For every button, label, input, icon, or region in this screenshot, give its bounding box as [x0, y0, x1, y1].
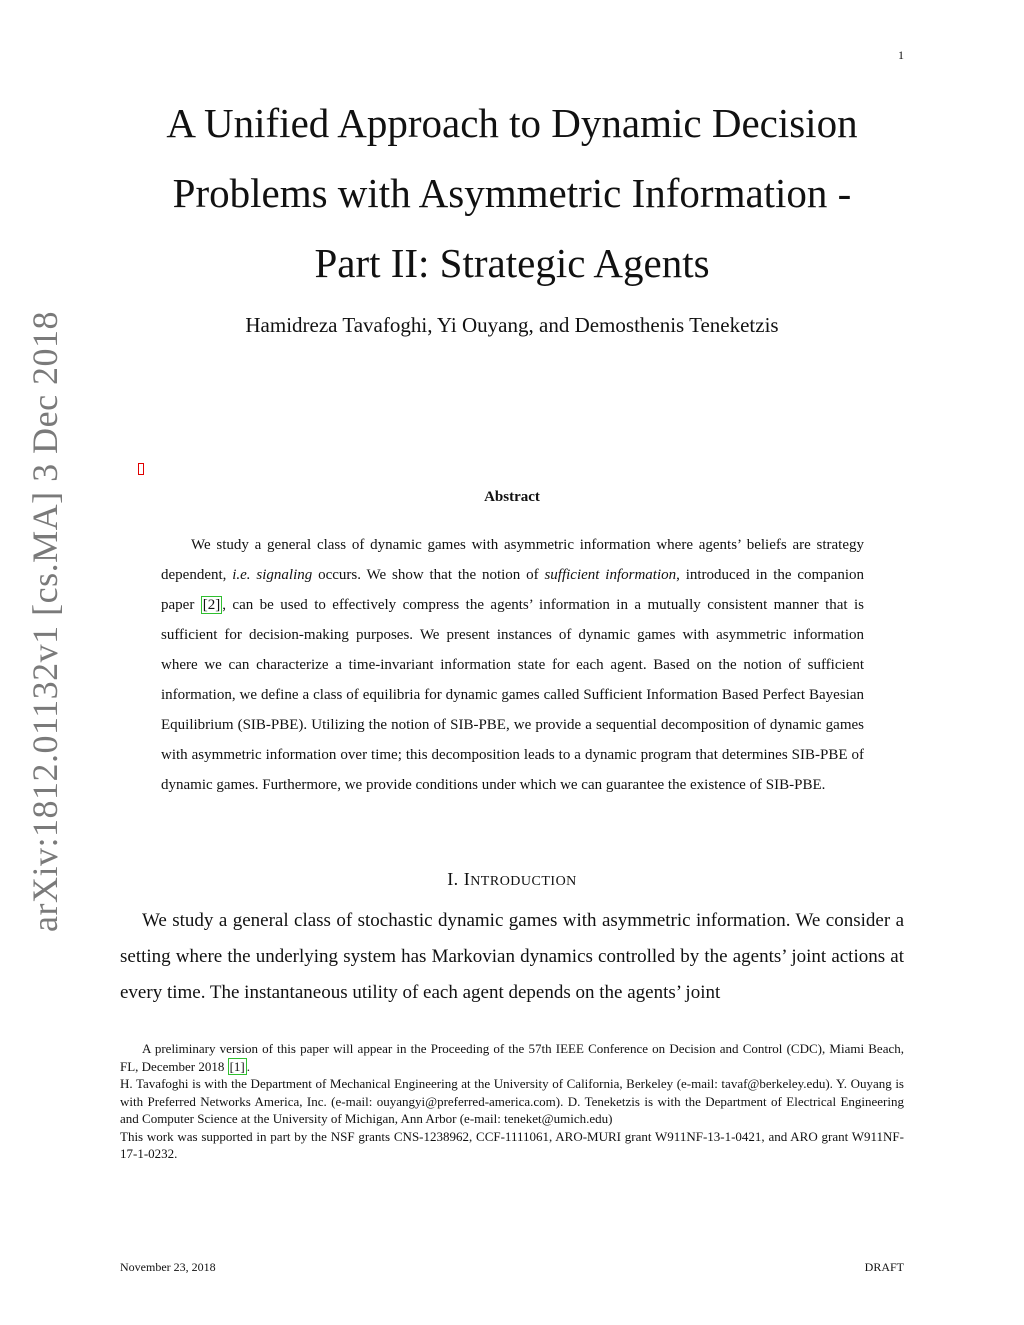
link-anchor-marker — [138, 463, 144, 475]
section-number: I. — [447, 869, 459, 889]
footnotes — [120, 1040, 904, 1163]
section-title-initial: I — [463, 869, 471, 889]
abstract-text-1: We study a general class of dynamic games with asymmetric information where agents’ beliefs are strategy dependent, — [161, 537, 864, 583]
section-title-rest: NTRODUCTION — [470, 874, 577, 889]
citation-link-1[interactable]: [1] — [229, 1058, 245, 1074]
arxiv-identifier-stamp: arXiv:1812.01132v1 [cs.MA] 3 Dec 2018 — [25, 310, 65, 932]
section-heading-introduction — [120, 869, 904, 890]
abstract-paragraph — [161, 530, 864, 800]
footnote-preliminary-version: A preliminary version of this paper will appear in the Proceeding of the 57th IEEE Conference on Decision and Control (CDC), Miami Beach, FL, December 2018 [1] . — [120, 1041, 904, 1074]
abstract-body — [161, 530, 864, 800]
footnote-funding: This work was supported in part by the NSF grants CNS-1238962, CCF-1111061, ARO-MURI grant W911NF-13-1-0421, and ARO grant W911NF-17-1-0232. — [120, 1128, 904, 1161]
title-line-3: Part II: Strategic Agents — [314, 240, 710, 286]
footer-draft-label: DRAFT — [864, 1260, 904, 1274]
abstract-text-4: , can be used to effectively compress the agents’ information in a mutually consistent manner that is sufficient for decision-making purposes. We present instances of dynamic games with asymmetric information where we can characterize a time-invariant information state for each agent. Based on the notion of sufficient information, we define a class of equilibria for dynamic games called Sufficient Information Based Perfect Bayesian Equilibrium (SIB-PBE). Utilizing the notion of SIB-PBE, we provide a sequential decomposition of dynamic games with asymmetric information over time; this decomposition leads to a dynamic program that determines SIB-PBE of dynamic games. Furthermore, we provide conditions under which we can guarantee the existence of SIB-PBE. — [161, 597, 865, 793]
abstract-heading: Abstract — [484, 489, 540, 505]
abstract-text-3: , introduced in the companion paper — [161, 567, 865, 613]
author-list: Hamidreza Tavafoghi, Yi Ouyang, and Demosthenis Teneketzis — [245, 313, 779, 337]
footer-date: November 23, 2018 — [120, 1260, 216, 1274]
introduction-paragraph: We study a general class of stochastic dynamic games with asymmetric information. We consider a setting where the underlying system has Markovian dynamics controlled by the agents’ joint actions at every time. The instantaneous utility of each agent depends on the agents’ joint — [120, 910, 904, 1003]
abstract-text-2: occurs. We show that the notion of — [312, 567, 545, 583]
footnote-affiliations: H. Tavafoghi is with the Department of Mechanical Engineering at the University of California, Berkeley (e-mail: tavaf@berkeley.edu). Y. Ouyang is with Preferred Networks America, Inc. (e-mail: ouyangyi@preferred-america.com). D. Teneketzis is with the Department of Electrical Engineering and Computer Science at the University of Michigan, Ann Arbor (e-mail: teneket@umich.edu) — [120, 1076, 904, 1126]
abstract-sufficient-information: sufficient information — [544, 567, 677, 583]
title-line-1: A Unified Approach to Dynamic Decision — [166, 100, 858, 146]
page-number: 1 — [898, 48, 904, 62]
paper-title — [120, 88, 904, 298]
introduction-body — [120, 903, 904, 1011]
title-line-2: Problems with Asymmetric Information - — [172, 170, 852, 216]
citation-link-2[interactable]: [2] — [202, 597, 221, 613]
abstract-ie: i.e. — [232, 567, 251, 583]
abstract-signaling: signaling — [256, 567, 313, 583]
